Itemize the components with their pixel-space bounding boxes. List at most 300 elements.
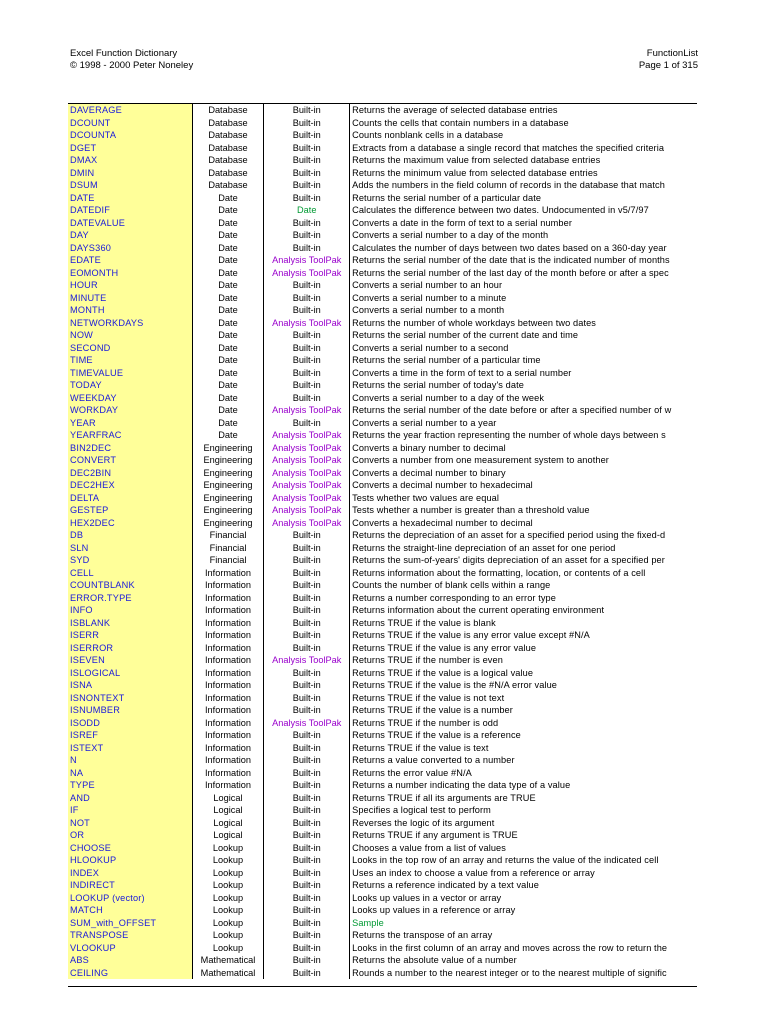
description-cell: Returns the serial number of a particular time bbox=[349, 354, 697, 367]
table-row bbox=[68, 729, 697, 742]
description-cell: Adds the numbers in the field column of records in the database that match bbox=[349, 179, 697, 192]
source-cell: Analysis ToolPak bbox=[263, 442, 349, 455]
category-cell: Information bbox=[192, 629, 264, 642]
function-name-cell: DGET bbox=[68, 142, 192, 155]
table-row bbox=[68, 529, 697, 542]
source-cell: Built-in bbox=[263, 529, 349, 542]
function-name-cell: INDEX bbox=[68, 867, 192, 880]
table-row bbox=[68, 379, 697, 392]
category-cell: Information bbox=[192, 729, 264, 742]
description-cell: Returns TRUE if the value is any error value except #N/A bbox=[349, 629, 697, 642]
description-cell: Returns TRUE if the value is text bbox=[349, 742, 697, 755]
category-cell: Lookup bbox=[192, 867, 264, 880]
category-cell: Lookup bbox=[192, 879, 264, 892]
table-row bbox=[68, 854, 697, 867]
source-cell: Built-in bbox=[263, 942, 349, 955]
table-row bbox=[68, 167, 697, 180]
category-cell: Logical bbox=[192, 829, 264, 842]
table-row bbox=[68, 879, 697, 892]
function-name-cell: DCOUNTA bbox=[68, 129, 192, 142]
source-cell: Built-in bbox=[263, 142, 349, 155]
description-cell: Counts the cells that contain numbers in a database bbox=[349, 117, 697, 130]
description-cell: Returns TRUE if the value is a reference bbox=[349, 729, 697, 742]
table-row bbox=[68, 867, 697, 880]
source-cell: Built-in bbox=[263, 704, 349, 717]
table-row bbox=[68, 129, 697, 142]
function-name-cell: DSUM bbox=[68, 179, 192, 192]
category-cell: Mathematical bbox=[192, 954, 264, 967]
description-cell: Sample bbox=[349, 917, 697, 930]
table-row bbox=[68, 267, 697, 280]
source-cell: Built-in bbox=[263, 129, 349, 142]
category-cell: Information bbox=[192, 717, 264, 730]
function-name-cell: WORKDAY bbox=[68, 404, 192, 417]
category-cell: Date bbox=[192, 417, 264, 430]
table-row bbox=[68, 754, 697, 767]
function-name-cell: VLOOKUP bbox=[68, 942, 192, 955]
table-row bbox=[68, 217, 697, 230]
category-cell: Database bbox=[192, 129, 264, 142]
copyright-text: © 1998 - 2000 Peter Noneley bbox=[70, 60, 194, 71]
table-row bbox=[68, 492, 697, 505]
function-name-cell: DAVERAGE bbox=[68, 104, 192, 117]
function-name-cell: NOT bbox=[68, 817, 192, 830]
description-cell: Returns TRUE if the value is not text bbox=[349, 692, 697, 705]
table-row bbox=[68, 804, 697, 817]
function-name-cell: EOMONTH bbox=[68, 267, 192, 280]
function-name-cell: SYD bbox=[68, 554, 192, 567]
table-row bbox=[68, 367, 697, 380]
table-row bbox=[68, 567, 697, 580]
table-row bbox=[68, 842, 697, 855]
table-row bbox=[68, 429, 697, 442]
source-cell: Built-in bbox=[263, 604, 349, 617]
function-name-cell: ISTEXT bbox=[68, 742, 192, 755]
document-header-left bbox=[70, 48, 193, 72]
category-cell: Date bbox=[192, 392, 264, 405]
category-cell: Date bbox=[192, 229, 264, 242]
category-cell: Engineering bbox=[192, 454, 264, 467]
table-row bbox=[68, 904, 697, 917]
function-name-cell: HOUR bbox=[68, 279, 192, 292]
category-cell: Engineering bbox=[192, 517, 264, 530]
description-cell: Returns information about the formatting, location, or contents of a cell bbox=[349, 567, 697, 580]
function-name-cell: DEC2HEX bbox=[68, 479, 192, 492]
source-cell: Built-in bbox=[263, 542, 349, 555]
description-cell: Returns a number corresponding to an error type bbox=[349, 592, 697, 605]
description-cell: Counts the number of blank cells within a range bbox=[349, 579, 697, 592]
function-name-cell: ISNUMBER bbox=[68, 704, 192, 717]
category-cell: Date bbox=[192, 254, 264, 267]
category-cell: Information bbox=[192, 754, 264, 767]
table-row bbox=[68, 817, 697, 830]
description-cell: Returns the serial number of the date before or after a specified number of w bbox=[349, 404, 697, 417]
source-cell: Built-in bbox=[263, 117, 349, 130]
description-cell: Specifies a logical test to perform bbox=[349, 804, 697, 817]
description-cell: Returns the serial number of today's date bbox=[349, 379, 697, 392]
category-cell: Information bbox=[192, 692, 264, 705]
category-cell: Date bbox=[192, 192, 264, 205]
table-row bbox=[68, 779, 697, 792]
description-cell: Converts a binary number to decimal bbox=[349, 442, 697, 455]
function-name-cell: ISODD bbox=[68, 717, 192, 730]
description-cell: Returns the minimum value from selected database entries bbox=[349, 167, 697, 180]
description-cell: Looks up values in a reference or array bbox=[349, 904, 697, 917]
description-cell: Returns the number of whole workdays between two dates bbox=[349, 317, 697, 330]
category-cell: Date bbox=[192, 292, 264, 305]
description-cell: Converts a serial number to a year bbox=[349, 417, 697, 430]
table-row bbox=[68, 642, 697, 655]
category-cell: Date bbox=[192, 279, 264, 292]
function-name-cell: DATEDIF bbox=[68, 204, 192, 217]
function-name-cell: SUM_with_OFFSET bbox=[68, 917, 192, 930]
category-cell: Date bbox=[192, 242, 264, 255]
source-cell: Built-in bbox=[263, 742, 349, 755]
category-cell: Information bbox=[192, 779, 264, 792]
source-cell: Built-in bbox=[263, 554, 349, 567]
description-cell: Converts a decimal number to binary bbox=[349, 467, 697, 480]
source-cell: Analysis ToolPak bbox=[263, 479, 349, 492]
source-cell: Built-in bbox=[263, 779, 349, 792]
description-cell: Returns the error value #N/A bbox=[349, 767, 697, 780]
category-cell: Financial bbox=[192, 554, 264, 567]
function-name-cell: ISNA bbox=[68, 679, 192, 692]
table-row bbox=[68, 929, 697, 942]
function-name-cell: ERROR.TYPE bbox=[68, 592, 192, 605]
function-name-cell: ABS bbox=[68, 954, 192, 967]
table-row bbox=[68, 454, 697, 467]
table-row bbox=[68, 342, 697, 355]
category-cell: Logical bbox=[192, 792, 264, 805]
source-cell: Analysis ToolPak bbox=[263, 467, 349, 480]
source-cell: Built-in bbox=[263, 379, 349, 392]
function-name-cell: N bbox=[68, 754, 192, 767]
category-cell: Database bbox=[192, 167, 264, 180]
function-name-cell: INDIRECT bbox=[68, 879, 192, 892]
category-cell: Lookup bbox=[192, 854, 264, 867]
function-name-cell: MONTH bbox=[68, 304, 192, 317]
table-row bbox=[68, 967, 697, 980]
description-cell: Returns the straight-line depreciation of an asset for one period bbox=[349, 542, 697, 555]
category-cell: Lookup bbox=[192, 842, 264, 855]
table-row bbox=[68, 629, 697, 642]
category-cell: Information bbox=[192, 579, 264, 592]
description-cell: Reverses the logic of its argument bbox=[349, 817, 697, 830]
source-cell: Built-in bbox=[263, 692, 349, 705]
source-cell: Analysis ToolPak bbox=[263, 504, 349, 517]
source-cell: Analysis ToolPak bbox=[263, 454, 349, 467]
function-name-cell: TRANSPOSE bbox=[68, 929, 192, 942]
description-cell: Tests whether a number is greater than a threshold value bbox=[349, 504, 697, 517]
table-row bbox=[68, 179, 697, 192]
source-cell: Built-in bbox=[263, 167, 349, 180]
description-cell: Extracts from a database a single record that matches the specified criteria bbox=[349, 142, 697, 155]
description-cell: Converts a serial number to an hour bbox=[349, 279, 697, 292]
function-name-cell: GESTEP bbox=[68, 504, 192, 517]
function-name-cell: CEILING bbox=[68, 967, 192, 980]
category-cell: Information bbox=[192, 567, 264, 580]
description-cell: Returns the depreciation of an asset for a specified period using the fixed-d bbox=[349, 529, 697, 542]
function-name-cell: ISNONTEXT bbox=[68, 692, 192, 705]
table-row bbox=[68, 254, 697, 267]
source-cell: Built-in bbox=[263, 392, 349, 405]
description-cell: Converts a serial number to a day of the week bbox=[349, 392, 697, 405]
function-name-cell: DATEVALUE bbox=[68, 217, 192, 230]
function-name-cell: HLOOKUP bbox=[68, 854, 192, 867]
category-cell: Database bbox=[192, 179, 264, 192]
page-number: Page 1 of 315 bbox=[638, 60, 698, 71]
category-cell: Information bbox=[192, 642, 264, 655]
description-cell: Returns the serial number of the date that is the indicated number of months bbox=[349, 254, 697, 267]
source-cell: Built-in bbox=[263, 417, 349, 430]
source-cell: Analysis ToolPak bbox=[263, 717, 349, 730]
source-cell: Analysis ToolPak bbox=[263, 429, 349, 442]
description-cell: Returns a number indicating the data type of a value bbox=[349, 779, 697, 792]
source-cell: Built-in bbox=[263, 754, 349, 767]
source-cell: Analysis ToolPak bbox=[263, 254, 349, 267]
source-cell: Built-in bbox=[263, 817, 349, 830]
description-cell: Rounds a number to the nearest integer or to the nearest multiple of signific bbox=[349, 967, 697, 980]
table-row bbox=[68, 604, 697, 617]
table-row bbox=[68, 542, 697, 555]
table-row bbox=[68, 942, 697, 955]
category-cell: Date bbox=[192, 342, 264, 355]
function-name-cell: ISREF bbox=[68, 729, 192, 742]
function-name-cell: DMIN bbox=[68, 167, 192, 180]
description-cell: Returns a reference indicated by a text value bbox=[349, 879, 697, 892]
category-cell: Financial bbox=[192, 529, 264, 542]
category-cell: Mathematical bbox=[192, 967, 264, 980]
description-cell: Tests whether two values are equal bbox=[349, 492, 697, 505]
source-cell: Analysis ToolPak bbox=[263, 517, 349, 530]
table-row bbox=[68, 417, 697, 430]
source-cell: Built-in bbox=[263, 592, 349, 605]
function-name-cell: EDATE bbox=[68, 254, 192, 267]
category-cell: Information bbox=[192, 742, 264, 755]
table-row bbox=[68, 404, 697, 417]
description-cell: Returns information about the current operating environment bbox=[349, 604, 697, 617]
function-name-cell: TIME bbox=[68, 354, 192, 367]
category-cell: Engineering bbox=[192, 442, 264, 455]
description-cell: Converts a serial number to a minute bbox=[349, 292, 697, 305]
function-name-cell: TODAY bbox=[68, 379, 192, 392]
function-name-cell: YEAR bbox=[68, 417, 192, 430]
description-cell: Returns the transpose of an array bbox=[349, 929, 697, 942]
table-row bbox=[68, 892, 697, 905]
table-row bbox=[68, 354, 697, 367]
table-row bbox=[68, 692, 697, 705]
category-cell: Engineering bbox=[192, 467, 264, 480]
function-name-cell: DEC2BIN bbox=[68, 467, 192, 480]
sheet-name: FunctionList bbox=[646, 48, 698, 59]
table-row bbox=[68, 767, 697, 780]
category-cell: Date bbox=[192, 429, 264, 442]
category-cell: Lookup bbox=[192, 942, 264, 955]
function-name-cell: CELL bbox=[68, 567, 192, 580]
source-cell: Built-in bbox=[263, 917, 349, 930]
source-cell: Analysis ToolPak bbox=[263, 492, 349, 505]
source-cell: Built-in bbox=[263, 342, 349, 355]
table-row bbox=[68, 304, 697, 317]
description-cell: Converts a decimal number to hexadecimal bbox=[349, 479, 697, 492]
table-row bbox=[68, 717, 697, 730]
description-cell: Returns TRUE if the value is blank bbox=[349, 617, 697, 630]
description-cell: Converts a hexadecimal number to decimal bbox=[349, 517, 697, 530]
source-cell: Built-in bbox=[263, 617, 349, 630]
description-cell: Returns TRUE if the value is the #N/A error value bbox=[349, 679, 697, 692]
description-cell: Returns TRUE if the value is any error value bbox=[349, 642, 697, 655]
description-cell: Converts a number from one measurement system to another bbox=[349, 454, 697, 467]
function-name-cell: SECOND bbox=[68, 342, 192, 355]
category-cell: Lookup bbox=[192, 904, 264, 917]
source-cell: Date bbox=[263, 204, 349, 217]
source-cell: Built-in bbox=[263, 867, 349, 880]
description-cell: Returns TRUE if the value is a number bbox=[349, 704, 697, 717]
source-cell: Built-in bbox=[263, 304, 349, 317]
function-name-cell: AND bbox=[68, 792, 192, 805]
function-name-cell: HEX2DEC bbox=[68, 517, 192, 530]
source-cell: Built-in bbox=[263, 179, 349, 192]
function-name-cell: SLN bbox=[68, 542, 192, 555]
table-row bbox=[68, 554, 697, 567]
table-row bbox=[68, 829, 697, 842]
source-cell: Built-in bbox=[263, 104, 349, 117]
function-name-cell: ISEVEN bbox=[68, 654, 192, 667]
description-cell: Returns the serial number of the last day of the month before or after a spec bbox=[349, 267, 697, 280]
category-cell: Information bbox=[192, 604, 264, 617]
description-cell: Returns TRUE if the number is odd bbox=[349, 717, 697, 730]
source-cell: Built-in bbox=[263, 804, 349, 817]
table-row bbox=[68, 467, 697, 480]
category-cell: Database bbox=[192, 104, 264, 117]
function-name-cell: TYPE bbox=[68, 779, 192, 792]
description-cell: Returns the sum-of-years' digits depreciation of an asset for a specified per bbox=[349, 554, 697, 567]
category-cell: Date bbox=[192, 267, 264, 280]
category-cell: Database bbox=[192, 154, 264, 167]
function-name-cell: DAYS360 bbox=[68, 242, 192, 255]
table-row bbox=[68, 592, 697, 605]
function-name-cell: DELTA bbox=[68, 492, 192, 505]
category-cell: Database bbox=[192, 117, 264, 130]
table-row bbox=[68, 954, 697, 967]
source-cell: Built-in bbox=[263, 354, 349, 367]
source-cell: Built-in bbox=[263, 829, 349, 842]
source-cell: Built-in bbox=[263, 242, 349, 255]
table-row bbox=[68, 292, 697, 305]
function-name-cell: ISERR bbox=[68, 629, 192, 642]
category-cell: Date bbox=[192, 404, 264, 417]
description-cell: Converts a time in the form of text to a serial number bbox=[349, 367, 697, 380]
source-cell: Built-in bbox=[263, 679, 349, 692]
table-row bbox=[68, 142, 697, 155]
table-row bbox=[68, 479, 697, 492]
source-cell: Built-in bbox=[263, 279, 349, 292]
description-cell: Uses an index to choose a value from a reference or array bbox=[349, 867, 697, 880]
category-cell: Date bbox=[192, 304, 264, 317]
source-cell: Built-in bbox=[263, 879, 349, 892]
table-row bbox=[68, 229, 697, 242]
function-name-cell: ISBLANK bbox=[68, 617, 192, 630]
description-cell: Returns TRUE if the value is a logical value bbox=[349, 667, 697, 680]
function-name-cell: INFO bbox=[68, 604, 192, 617]
category-cell: Information bbox=[192, 617, 264, 630]
function-name-cell: OR bbox=[68, 829, 192, 842]
source-cell: Built-in bbox=[263, 967, 349, 980]
source-cell: Built-in bbox=[263, 567, 349, 580]
function-name-cell: BIN2DEC bbox=[68, 442, 192, 455]
function-name-cell: COUNTBLANK bbox=[68, 579, 192, 592]
description-cell: Returns a value converted to a number bbox=[349, 754, 697, 767]
source-cell: Built-in bbox=[263, 579, 349, 592]
source-cell: Built-in bbox=[263, 667, 349, 680]
source-cell: Built-in bbox=[263, 842, 349, 855]
source-cell: Built-in bbox=[263, 367, 349, 380]
category-cell: Logical bbox=[192, 817, 264, 830]
table-row bbox=[68, 617, 697, 630]
source-cell: Built-in bbox=[263, 767, 349, 780]
function-name-cell: NOW bbox=[68, 329, 192, 342]
table-row bbox=[68, 392, 697, 405]
table-row bbox=[68, 442, 697, 455]
function-name-cell: DCOUNT bbox=[68, 117, 192, 130]
category-cell: Information bbox=[192, 592, 264, 605]
function-name-cell: NETWORKDAYS bbox=[68, 317, 192, 330]
table-row bbox=[68, 704, 697, 717]
description-cell: Returns the year fraction representing the number of whole days between s bbox=[349, 429, 697, 442]
table-row bbox=[68, 504, 697, 517]
table-row bbox=[68, 104, 697, 117]
description-cell: Returns TRUE if any argument is TRUE bbox=[349, 829, 697, 842]
source-cell: Built-in bbox=[263, 192, 349, 205]
document-header-right bbox=[639, 48, 698, 72]
description-cell: Returns the absolute value of a number bbox=[349, 954, 697, 967]
source-cell: Built-in bbox=[263, 929, 349, 942]
function-name-cell: DATE bbox=[68, 192, 192, 205]
table-row bbox=[68, 679, 697, 692]
function-name-cell: DAY bbox=[68, 229, 192, 242]
function-name-cell: MATCH bbox=[68, 904, 192, 917]
table-row bbox=[68, 654, 697, 667]
table-row bbox=[68, 667, 697, 680]
table-row bbox=[68, 204, 697, 217]
description-cell: Returns TRUE if the number is even bbox=[349, 654, 697, 667]
description-cell: Calculates the number of days between two dates based on a 360-day year bbox=[349, 242, 697, 255]
source-cell: Built-in bbox=[263, 629, 349, 642]
function-name-cell: ISLOGICAL bbox=[68, 667, 192, 680]
function-table bbox=[68, 103, 697, 987]
category-cell: Engineering bbox=[192, 492, 264, 505]
description-cell: Converts a serial number to a month bbox=[349, 304, 697, 317]
function-name-cell: LOOKUP (vector) bbox=[68, 892, 192, 905]
table-row bbox=[68, 742, 697, 755]
function-name-cell: DB bbox=[68, 529, 192, 542]
description-cell: Returns the serial number of a particular date bbox=[349, 192, 697, 205]
category-cell: Date bbox=[192, 217, 264, 230]
source-cell: Built-in bbox=[263, 329, 349, 342]
source-cell: Analysis ToolPak bbox=[263, 404, 349, 417]
document-title: Excel Function Dictionary bbox=[70, 48, 178, 59]
function-name-cell: CHOOSE bbox=[68, 842, 192, 855]
table-row bbox=[68, 117, 697, 130]
category-cell: Information bbox=[192, 704, 264, 717]
source-cell: Built-in bbox=[263, 217, 349, 230]
source-cell: Built-in bbox=[263, 154, 349, 167]
category-cell: Lookup bbox=[192, 892, 264, 905]
function-name-cell: NA bbox=[68, 767, 192, 780]
source-cell: Built-in bbox=[263, 642, 349, 655]
table-row bbox=[68, 792, 697, 805]
source-cell: Built-in bbox=[263, 792, 349, 805]
